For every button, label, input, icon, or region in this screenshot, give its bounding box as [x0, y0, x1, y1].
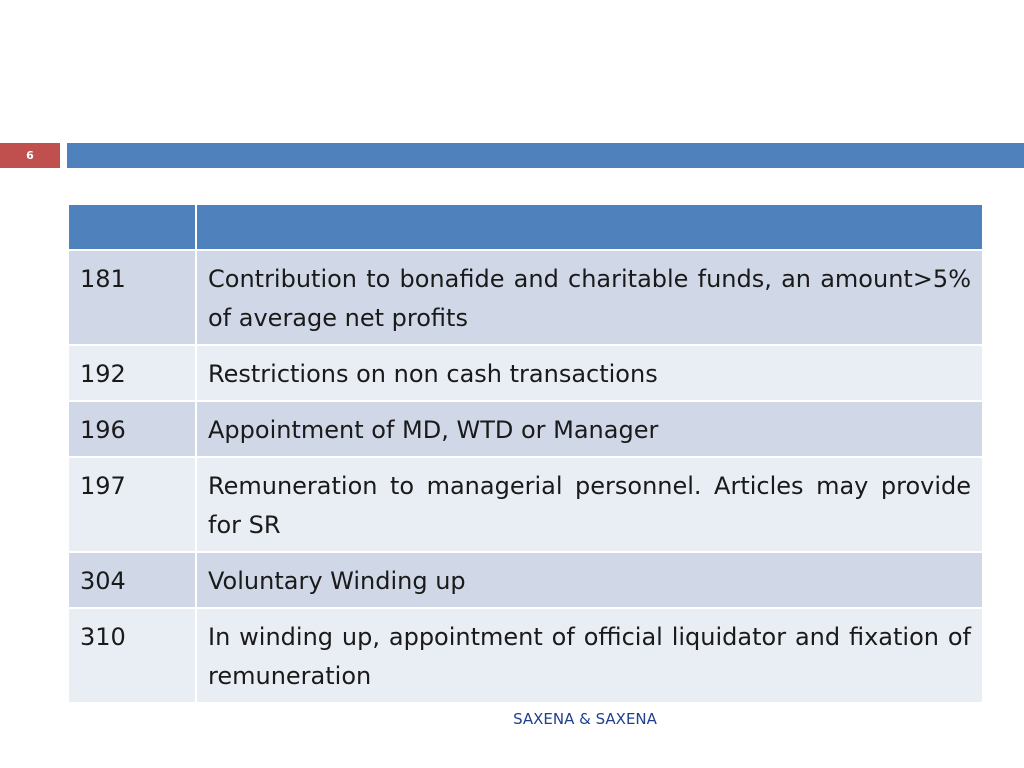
sections-table: [67, 203, 984, 704]
slide-number: 6: [0, 143, 60, 168]
table-row: [68, 457, 983, 552]
section-number: 181: [68, 250, 196, 345]
section-description: Contribution to bonafide and charitable funds, an amount>5% of average net profits: [196, 250, 983, 345]
table-row: [68, 552, 983, 608]
section-number: 197: [68, 457, 196, 552]
table-header-row: [68, 204, 983, 250]
header-cell-description: [196, 204, 983, 250]
table-row: [68, 608, 983, 703]
section-description: Remuneration to managerial personnel. Articles may provide for SR: [196, 457, 983, 552]
section-number: 310: [68, 608, 196, 703]
section-number: 196: [68, 401, 196, 457]
section-description: Voluntary Winding up: [196, 552, 983, 608]
section-number: 304: [68, 552, 196, 608]
header-cell-section: [68, 204, 196, 250]
section-description: Restrictions on non cash transactions: [196, 345, 983, 401]
section-description: In winding up, appointment of official liquidator and fixation of remuneration: [196, 608, 983, 703]
table-row: [68, 250, 983, 345]
table-row: [68, 345, 983, 401]
section-description: Appointment of MD, WTD or Manager: [196, 401, 983, 457]
section-number: 192: [68, 345, 196, 401]
header-bar: [67, 143, 1024, 168]
slide-footer: SAXENA & SAXENA: [513, 710, 657, 728]
table-row: [68, 401, 983, 457]
